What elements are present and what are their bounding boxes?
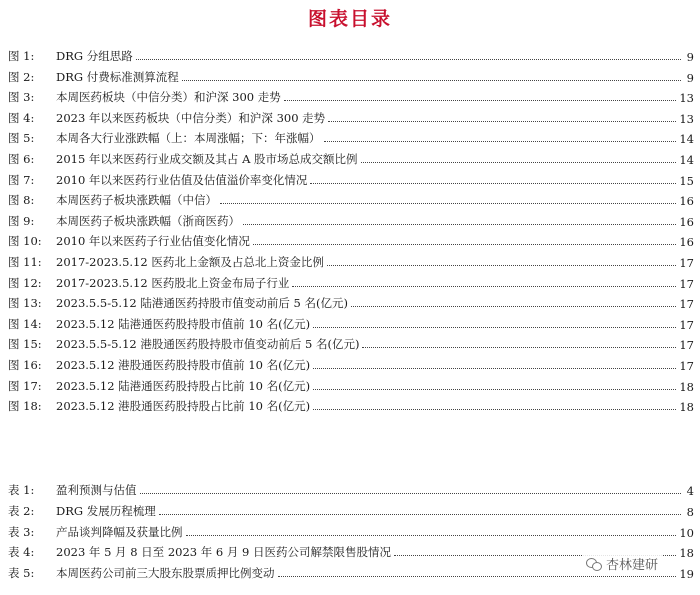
- wechat-icon: [586, 557, 602, 571]
- figure-caption: 本周各大行业涨跌幅（上：本周涨幅；下：年涨幅）: [56, 131, 321, 146]
- figure-caption: 2023 年以来医药板块（中信分类）和沪深 300 走势: [56, 110, 326, 125]
- figure-caption: 本周医药子板块涨跌幅（浙商医药）: [56, 213, 240, 228]
- figure-page-number: 16: [679, 235, 694, 250]
- figure-page-number: 14: [679, 153, 694, 167]
- figure-page-number: 17: [679, 256, 694, 270]
- figure-page-number: 15: [679, 173, 694, 188]
- dot-leader: [278, 576, 677, 577]
- table-caption: 盈利预测与估值: [56, 483, 137, 497]
- figure-number: 图 1:: [8, 49, 35, 63]
- dot-leader: [243, 224, 676, 225]
- dot-leader: [186, 535, 677, 536]
- dot-leader: [136, 59, 681, 60]
- dot-leader: [324, 141, 677, 142]
- figure-entry[interactable]: [8, 374, 694, 394]
- table-number: 表 5:: [8, 566, 35, 581]
- figure-number: 图 5:: [8, 131, 35, 146]
- table-number: 表 4:: [8, 545, 35, 560]
- figure-entry[interactable]: [8, 147, 694, 167]
- table-number: 表 2:: [8, 503, 35, 518]
- figure-number: 图 4:: [8, 110, 35, 125]
- figure-page-number: 14: [679, 132, 694, 147]
- figure-entry[interactable]: [8, 126, 694, 146]
- figure-caption: 本周医药板块（中信分类）和沪深 300 走势: [56, 90, 281, 105]
- figure-caption: 2023.5.12 陆港通医药股持股市值前 10 名(亿元): [56, 316, 311, 331]
- dot-leader: [361, 162, 677, 163]
- dot-leader: [313, 409, 676, 410]
- dot-leader: [313, 327, 676, 328]
- dot-leader: [292, 286, 676, 287]
- watermark-text: 杏林建研: [606, 558, 659, 573]
- figure-caption: 2023.5.12 港股通医药股持股占比前 10 名(亿元): [56, 399, 311, 414]
- dot-leader: [182, 80, 681, 81]
- table-page-number: 10: [679, 525, 694, 540]
- figure-caption: 2017-2023.5.12 医药北上金额及占总北上资金比例: [56, 255, 324, 269]
- figure-caption: 2023.5.5-5.12 港股通医药股持股市值变动前后 5 名(亿元): [56, 337, 360, 352]
- figure-number: 图 16:: [8, 358, 42, 372]
- dot-leader: [140, 493, 682, 494]
- dot-leader: [310, 183, 676, 184]
- table-entry[interactable]: [8, 520, 694, 540]
- figure-number: 图 3:: [8, 90, 35, 105]
- figure-entry[interactable]: [8, 44, 694, 64]
- table-page-number: 4: [686, 484, 694, 498]
- figure-entry[interactable]: [8, 85, 694, 105]
- watermark: [582, 554, 662, 573]
- figure-caption: 2023.5.5-5.12 陆港通医药持股市值变动前后 5 名(亿元): [56, 296, 348, 311]
- dot-leader: [362, 347, 676, 348]
- figure-entry[interactable]: [8, 332, 694, 352]
- figure-number: 图 6:: [8, 152, 35, 166]
- figure-number: 图 12:: [8, 275, 42, 290]
- figure-number: 图 8:: [8, 193, 35, 208]
- table-page-number: 19: [679, 567, 694, 582]
- figure-page-number: 17: [679, 359, 694, 373]
- figure-caption: 2015 年以来医药行业成交额及其占 A 股市场总成交额比例: [56, 152, 358, 166]
- figure-caption: DRG 付费标准测算流程: [56, 69, 179, 84]
- dot-leader: [159, 514, 681, 515]
- figure-caption: 2023.5.12 陆港通医药股持股占比前 10 名(亿元): [56, 378, 311, 393]
- figure-page-number: 13: [679, 111, 694, 126]
- table-caption: 产品谈判降幅及获量比例: [56, 524, 183, 539]
- table-number: 表 3:: [8, 524, 35, 539]
- figure-page-number: 17: [679, 338, 694, 353]
- figure-entry[interactable]: [8, 353, 694, 373]
- figure-page-number: 16: [679, 214, 694, 229]
- figure-page-number: 9: [686, 70, 694, 85]
- figure-page-number: 17: [679, 276, 694, 291]
- figure-number: 图 10:: [8, 234, 42, 249]
- dot-leader: [351, 306, 676, 307]
- figure-page-number: 9: [686, 50, 694, 64]
- figure-number: 图 13:: [8, 296, 42, 311]
- figure-entry[interactable]: [8, 394, 694, 414]
- dot-leader: [220, 203, 676, 204]
- figure-page-number: 17: [679, 297, 694, 312]
- table-caption: DRG 发展历程梳理: [56, 503, 156, 518]
- figure-number: 图 2:: [8, 69, 35, 84]
- figure-number: 图 9:: [8, 213, 35, 228]
- table-entry[interactable]: [8, 478, 694, 498]
- table-page-number: 18: [679, 546, 694, 561]
- figure-page-number: 18: [679, 400, 694, 415]
- figure-caption: 2010 年以来医药行业估值及估值溢价率变化情况: [56, 172, 308, 187]
- dot-leader: [328, 121, 676, 122]
- table-caption: 2023 年 5 月 8 日至 2023 年 6 月 9 日医药公司解禁限售股情况: [56, 545, 392, 560]
- figure-number: 图 7:: [8, 172, 35, 187]
- figure-number: 图 15:: [8, 337, 42, 352]
- figure-entry[interactable]: [8, 291, 694, 311]
- figure-entry[interactable]: [8, 271, 694, 291]
- figure-entry[interactable]: [8, 106, 694, 126]
- table-entry[interactable]: [8, 499, 694, 519]
- dot-leader: [284, 100, 677, 101]
- dot-leader: [313, 389, 676, 390]
- figure-caption: 2017-2023.5.12 医药股北上资金布局子行业: [56, 275, 290, 290]
- figure-entry[interactable]: [8, 229, 694, 249]
- dot-leader: [253, 244, 676, 245]
- figure-number: 图 17:: [8, 378, 42, 393]
- figure-caption: 2010 年以来医药子行业估值变化情况: [56, 234, 250, 249]
- figure-number: 图 18:: [8, 399, 42, 414]
- table-number: 表 1:: [8, 483, 35, 497]
- table-caption: 本周医药公司前三大股东股票质押比例变动: [56, 566, 275, 581]
- figure-entry[interactable]: [8, 168, 694, 188]
- figure-caption: 本周医药子板块涨跌幅（中信）: [56, 193, 217, 208]
- figure-entry[interactable]: [8, 65, 694, 85]
- figure-entry[interactable]: [8, 209, 694, 229]
- dot-leader: [313, 368, 676, 369]
- figure-caption: DRG 分组思路: [56, 49, 133, 63]
- figure-page-number: 13: [679, 91, 694, 106]
- figure-entry[interactable]: [8, 250, 694, 270]
- figure-entry[interactable]: [8, 312, 694, 332]
- table-page-number: 8: [686, 504, 694, 519]
- dot-leader: [327, 265, 677, 266]
- figure-caption: 2023.5.12 港股通医药股持股市值前 10 名(亿元): [56, 358, 311, 372]
- figure-page-number: 17: [679, 317, 694, 332]
- figure-page-number: 18: [679, 379, 694, 394]
- figure-number: 图 11:: [8, 255, 42, 269]
- page-title: 图表目录: [307, 8, 392, 30]
- figure-entry[interactable]: [8, 188, 694, 208]
- figure-page-number: 16: [679, 194, 694, 209]
- figure-number: 图 14:: [8, 316, 42, 331]
